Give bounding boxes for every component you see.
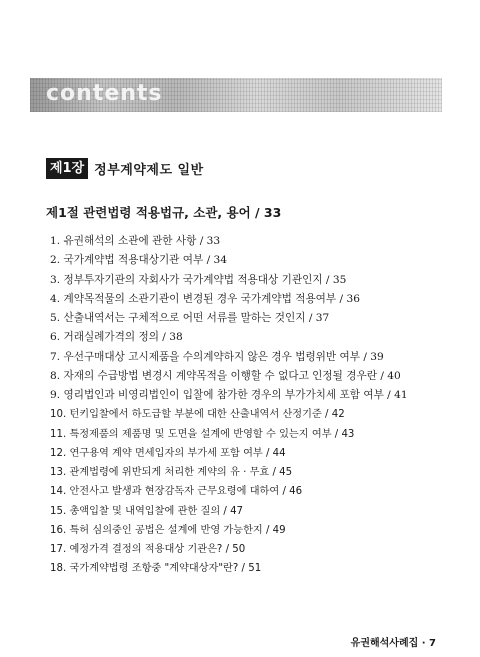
toc-item[interactable]: 13. 관계법령에 위반되게 처리한 계약의 유 · 무효 / 45 [50,467,293,478]
toc-item[interactable]: 7. 우선구매대상 고시제품을 수의계약하지 않은 경우 법령위반 여부 / 39 [50,350,384,363]
toc-item[interactable]: 2. 국가계약법 적용대상기관 여부 / 34 [50,254,228,267]
contents-banner [30,78,442,112]
contents-banner-word: contents [46,81,163,106]
toc-item[interactable]: 3. 정부투자기관의 자회사가 국가계약법 적용대상 기관인지 / 35 [50,273,347,286]
toc-item[interactable]: 14. 안전사고 발생과 현장감독자 근무요령에 대하여 / 46 [50,486,303,498]
toc-item[interactable]: 17. 예정가격 결정의 적용대상 기관은? / 50 [50,544,246,555]
toc-item[interactable]: 8. 자재의 수급방법 변경시 계약목적을 이행할 수 없다고 인정될 경우란 / 40 [50,369,401,382]
toc-item[interactable]: 6. 거래실례가격의 정의 / 38 [50,331,183,344]
section-title: 제1절 관련법령 적용법규, 소관, 용어 / 33 [46,205,282,220]
toc-item[interactable]: 11. 특정제품의 제품명 및 도면을 설계에 반영할 수 있는지 여부 / 43 [50,428,355,440]
toc-item[interactable]: 4. 계약목적물의 소관기관이 변경된 경우 국가계약법 적용여부 / 36 [50,292,360,305]
toc-item[interactable]: 12. 연구용역 계약 면세입자의 부가세 포함 여부 / 44 [50,447,286,459]
page-footer: 유권해석사례집 · 7 [350,638,436,649]
toc-item[interactable]: 9. 영리법인과 비영리법인이 입찰에 참가한 경우의 부가가치세 포함 여부 / 41 [50,389,408,401]
chapter-title: 정부계약제도 일반 [94,162,204,178]
toc-item[interactable]: 18. 국가계약법령 조항중 "계약대상자"란? / 51 [50,563,262,575]
toc-item[interactable]: 15. 총액입찰 및 내역입찰에 관한 질의 / 47 [50,505,244,517]
toc-item[interactable]: 16. 특허 심의중인 공법은 설계에 반영 가능한지 / 49 [50,524,286,536]
toc-item[interactable]: 5. 산출내역서는 구체적으로 어떤 서류를 말하는 것인지 / 37 [50,312,330,324]
toc-item[interactable]: 10. 턴키입찰에서 하도급할 부분에 대한 산출내역서 산정기준 / 42 [50,409,345,421]
toc-list [50,232,470,579]
toc-item[interactable]: 1. 유권해석의 소관에 관한 사항 / 33 [50,235,221,247]
chapter-heading [46,157,204,179]
chapter-badge: 제1장 [46,158,88,179]
